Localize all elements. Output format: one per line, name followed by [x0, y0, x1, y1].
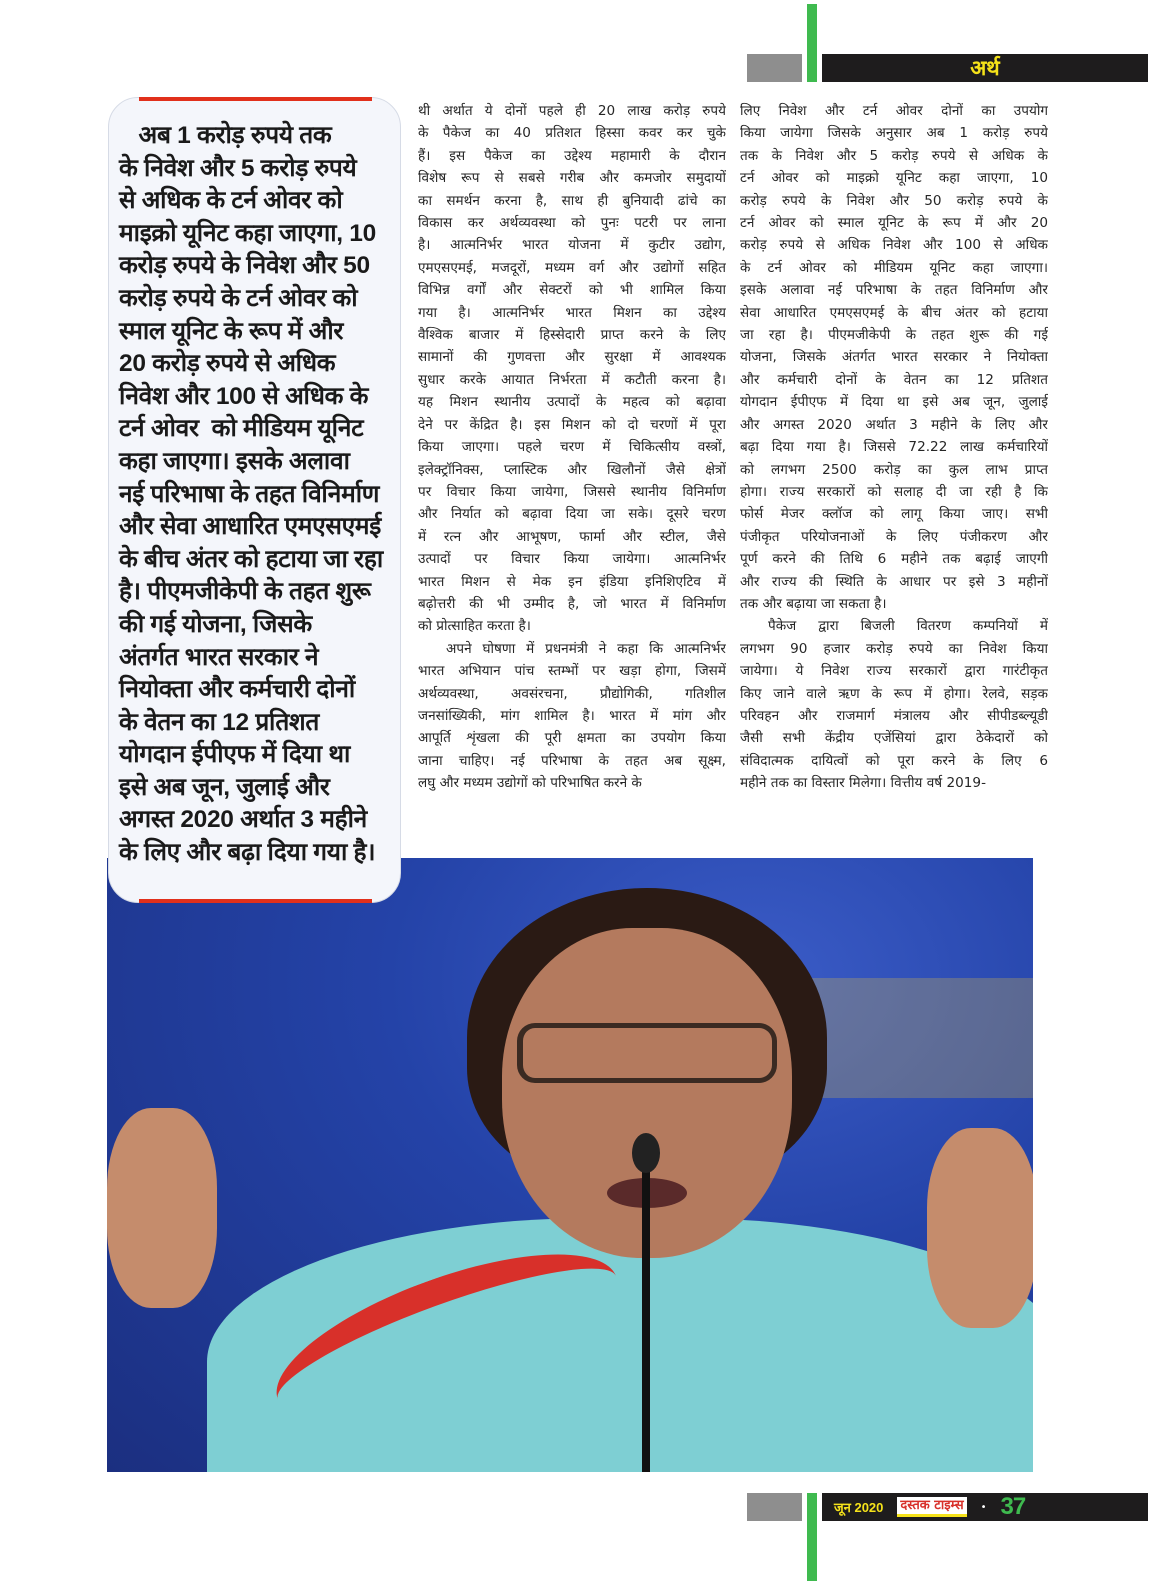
text-line: पूर्ण करने की तिथि 6 महीने तक बढ़ाई जाएगी	[740, 551, 1048, 568]
text-line: की गई योजना, जिसके	[119, 610, 312, 638]
text-line: इसके अलावा नई परिभाषा के तहत विनिर्माण और	[740, 282, 1048, 299]
footer-gray-block	[747, 1493, 802, 1521]
pull-quote-bottom-rule	[139, 899, 372, 903]
text-line: निवेश और 100 से अधिक के	[119, 382, 369, 410]
text-line: नई परिभाषा के तहत विनिर्माण	[119, 480, 380, 508]
text-line: संविदात्मक दायित्वों को पूरा करने के लिए 6	[740, 752, 1048, 769]
text-line: बढ़ोत्तरी की भी उम्मीद है, जो भारत में विनिर्माण	[418, 595, 726, 612]
article-column-1	[418, 100, 726, 795]
text-line: सामानों की गुणवत्ता और सुरक्षा में आवश्यक	[418, 349, 726, 366]
text-line: करोड़ रुपये के टर्न ओवर को	[119, 284, 358, 312]
text-line: को प्रोत्साहित करता है।	[418, 618, 531, 635]
text-line: पैकेज द्वारा बिजली वितरण कम्पनियों में	[768, 618, 1048, 635]
text-line: कहा जाएगा। इसके अलावा	[119, 447, 350, 475]
text-line: पंजीकृत परियोजनाओं के लिए पंजीकरण और	[740, 528, 1048, 545]
text-line: तक के निवेश और 5 करोड़ रुपये से अधिक के	[740, 147, 1048, 164]
text-line: और निर्यात को बढ़ावा दिया जा सके। दूसरे चरण	[418, 506, 726, 523]
text-line: का समर्थन करना है, साथ ही बुनियादी ढांचे का	[418, 192, 726, 209]
text-line: थी अर्थात ये दोनों पहले ही 20 लाख करोड़ रुपये	[418, 103, 726, 119]
pull-quote	[108, 97, 401, 903]
text-line: सेवा आधारित एमएसएमई के बीच अंतर को हटाया	[740, 304, 1048, 321]
text-line: अंतर्गत भारत सरकार ने	[119, 643, 319, 671]
text-line: योजना, जिसके अंतर्गत भारत सरकार ने नियोक्ता	[740, 349, 1048, 366]
text-line: जैसी सभी केंद्रीय एजेंसियां द्वारा ठेकेदारों को	[740, 730, 1048, 747]
pull-quote-top-rule	[139, 97, 372, 101]
text-line: आपूर्ति शृंखला की पूरी क्षमता का उपयोग किया	[418, 730, 726, 747]
footer-green-bar	[807, 1493, 817, 1581]
text-line: और अगस्त 2020 अर्थात 3 महीने के लिए और	[740, 416, 1048, 433]
text-line: इलेक्ट्रॉनिक्स, प्लास्टिक और खिलौनों जैसे क्षेत्रों	[418, 461, 726, 478]
header-gray-block	[747, 54, 802, 82]
text-line: के पैकेज का 40 प्रतिशत हिस्सा कवर कर चुके	[418, 125, 726, 142]
text-line: और सेवा आधारित एमएसएमई	[119, 513, 381, 541]
text-line: परिवहन और राजमार्ग मंत्रालय और सीपीडब्ल्यूडी	[740, 707, 1048, 724]
text-line: अर्थव्यवस्था, अवसंरचना, प्रौद्योगिकी, गतिशील	[418, 685, 726, 702]
text-line: उत्पादों पर विचार किया जायेगा। आत्मनिर्भर	[418, 551, 726, 568]
text-line: फोर्स मेजर क्लॉज को लागू किया जाए। सभी	[740, 506, 1048, 523]
text-line: जा रहा है। पीएमजीकेपी के तहत शुरू की गई	[740, 327, 1048, 344]
text-line: यह मिशन स्थानीय उत्पादों के महत्व को बढ़ावा	[418, 394, 726, 411]
text-line: जाना चाहिए। नई परिभाषा के तहत अब सूक्ष्म,	[418, 752, 726, 769]
text-line: के लिए और बढ़ा दिया गया है।	[119, 839, 376, 867]
text-line: किया जाएगा। पहले चरण में चिकित्सीय वस्त्रों,	[418, 439, 726, 456]
text-line: सुधार करके आयात निर्भरता में कटौती करना है।	[418, 371, 726, 388]
photo-left-hand	[107, 1108, 217, 1308]
text-line: स्माल यूनिट के रूप में और	[119, 317, 344, 345]
text-line: नियोक्ता और कर्मचारी दोनों	[119, 676, 355, 704]
text-line: टर्न ओवर को मीडियम यूनिट	[119, 415, 364, 443]
text-line: करोड़ रुपये के निवेश और 50 करोड़ रुपये के	[740, 192, 1048, 209]
text-line: एमएसएमई, मजदूरों, मध्यम वर्ग और उद्योगों सहित	[418, 259, 726, 276]
section-title: अर्थ	[970, 57, 1000, 80]
text-line: से अधिक के टर्न ओवर को	[119, 187, 343, 215]
text-line: के बीच अंतर को हटाया जा रहा	[119, 545, 383, 573]
text-line: अब 1 करोड़ रुपये तक	[119, 122, 332, 149]
text-line: जनसांख्यिकी, मांग शामिल है। भारत में मांग और	[418, 707, 726, 724]
photo-glasses	[517, 1023, 777, 1083]
text-line: के निवेश और 5 करोड़ रुपये	[119, 154, 357, 182]
text-line: है। पीएमजीकेपी के तहत शुरू	[119, 578, 371, 606]
text-line: देने पर केंद्रित है। इस मिशन को दो चरणों में पूरा	[418, 416, 726, 433]
text-line: करोड़ रुपये से अधिक निवेश और 100 से अधिक	[740, 237, 1048, 254]
footer-bullet: •	[980, 1501, 987, 1513]
text-line: लगभग 90 हजार करोड़ रुपये का निवेश किया	[740, 640, 1048, 657]
magazine-logo: दस्तक टाइम्स	[897, 1497, 966, 1517]
text-line: अपने घोषणा में प्रधनमंत्री ने कहा कि आत्मनिर्भर	[446, 640, 726, 657]
text-line: में रत्न और आभूषण, फार्मा और स्टील, जैसे	[418, 528, 726, 545]
text-line: लिए निवेश और टर्न ओवर दोनों का उपयोग	[740, 103, 1048, 119]
photo-right-hand	[927, 1128, 1033, 1328]
photo-microphone-head	[632, 1133, 660, 1173]
text-line: के टर्न ओवर को मीडियम यूनिट कहा जाएगा।	[740, 259, 1048, 276]
text-line: किए जाने वाले ऋण के रूप में होगा। रेलवे, सड़क	[740, 685, 1048, 702]
text-line: विशेष रूप से सबसे गरीब और कमजोर समुदायों	[418, 170, 726, 187]
text-line: माइक्रो यूनिट कहा जाएगा, 10	[119, 219, 376, 247]
text-line: भारत मिशन से मेक इन इंडिया इनिशिएटिव में	[418, 573, 726, 590]
text-line: योगदान ईपीएफ में दिया था	[119, 741, 351, 769]
text-line: लघु और मध्यम उद्योगों को परिभाषित करने के	[418, 775, 642, 792]
text-line: है। आत्मनिर्भर भारत योजना में कुटीर उद्योग,	[418, 237, 726, 254]
text-line: वैश्विक बाजार में हिस्सेदारी प्राप्त करने के लिए	[418, 327, 726, 344]
header-green-bar	[807, 4, 817, 82]
text-line: को लगभग 2500 करोड़ का कुल लाभ प्राप्त	[740, 461, 1048, 478]
article-photo	[107, 858, 1033, 1472]
text-line: और कर्मचारी दोनों के वेतन का 12 प्रतिशत	[740, 371, 1048, 388]
text-line: टर्न ओवर को स्माल यूनिट के रूप में और 20	[740, 215, 1048, 232]
text-line: बढ़ा दिया गया है। जिससे 72.22 लाख कर्मचारियों	[740, 439, 1048, 456]
text-line: करोड़ रुपये के निवेश और 50	[119, 252, 370, 280]
footer-bar	[822, 1493, 1148, 1521]
text-line: महीने तक का विस्तार मिलेगा। वित्तीय वर्ष 2019-	[740, 775, 986, 792]
issue-date: जून 2020	[834, 1500, 884, 1515]
text-line: गया है। आत्मनिर्भर भारत मिशन का उद्देश्य	[418, 304, 726, 321]
text-line: अगस्त 2020 अर्थात 3 महीने	[119, 806, 367, 834]
text-line: हैं। इस पैकेज का उद्देश्य महामारी के दौरान	[418, 147, 726, 164]
text-line: 20 करोड़ रुपये से अधिक	[119, 350, 336, 378]
text-line: टर्न ओवर को माइक्रो यूनिट कहा जाएगा, 10	[740, 170, 1048, 187]
photo-microphone-stand	[642, 1148, 650, 1472]
text-line: पर विचार किया जायेगा, जिससे स्थानीय विनिर्माण	[418, 483, 726, 500]
page-number: 37	[1000, 1493, 1026, 1520]
text-line: के वेतन का 12 प्रतिशत	[119, 708, 320, 736]
article-column-2	[740, 100, 1048, 795]
text-line: तक और बढ़ाया जा सकता है।	[740, 595, 887, 612]
text-line: विभिन्न वर्गों और सेक्टरों को भी शामिल किया	[418, 282, 726, 299]
text-line: विकास कर अर्थव्यवस्था को पुनः पटरी पर लाना	[418, 215, 726, 232]
text-line: जायेगा। ये निवेश राज्य सरकारों द्वारा गारंटीकृत	[740, 663, 1048, 680]
text-line: भारत अभियान पांच स्तम्भों पर खड़ा होगा, जिसमें	[418, 663, 726, 680]
photo-backdrop-sign	[797, 978, 1033, 1098]
text-line: और राज्य की स्थिति के आधार पर इसे 3 महीनों	[740, 573, 1048, 590]
text-line: इसे अब जून, जुलाई और	[119, 773, 330, 801]
text-line: किया जायेगा जिसके अनुसार अब 1 करोड़ रुपये	[740, 125, 1048, 142]
section-header	[822, 54, 1148, 82]
text-line: योगदान ईपीएफ में दिया था इसे अब जून, जुलाई	[740, 394, 1048, 411]
text-line: होगा। राज्य सरकारों को सलाह दी जा रही है कि	[740, 483, 1048, 500]
